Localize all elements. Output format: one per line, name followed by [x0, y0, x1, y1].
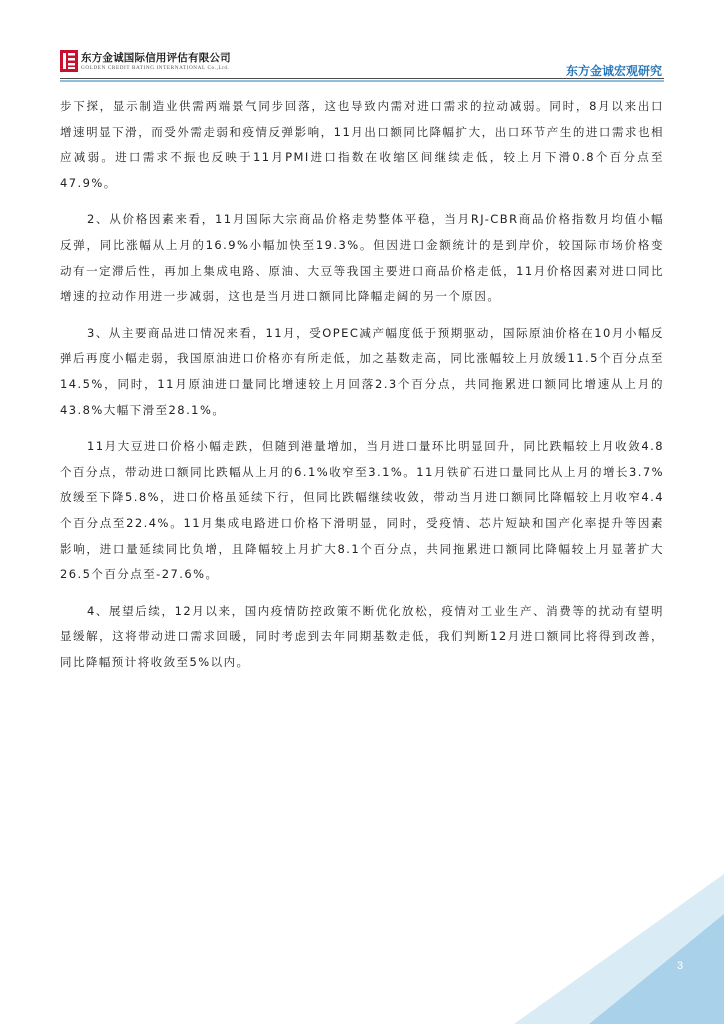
paragraph-continued: 步下探，显示制造业供需两端景气同步回落，这也导致内需对进口需求的拉动减弱。同时，8月以来出口增速明显下滑，而受外需走弱和疫情反弹影响，11月出口额同比降幅扩大，出口环节产生的进口需求也相应减弱。进口需求不振也反映于11月PMI进口指数在收缩区间继续走低，较上月下滑0.8个百分点至47.9%。 [60, 99, 664, 190]
paragraph-soybean-iron-chips: 11月大豆进口价格小幅走跌，但随到港量增加，当月进口量环比明显回升，同比跌幅较上月收敛4.8个百分点，带动进口额同比跌幅从上月的6.1%收窄至3.1%。11月铁矿石进口量同比从上月的增长3.7%放缓至下降5.8%，进口价格虽延续下行，但同比跌幅继续收敛，带动当月进口额同比降幅较上月收窄4.4个百分点至22.4%。11月集成电路进口价格下滑明显，同时，受疫情、芯片短缺和国产化率提升等因素影响，进口量延续同比负增，且降幅较上月扩大8.1个百分点，共同拖累进口额同比降幅较上月显著扩大26.5个百分点至-27.6%。 [60, 439, 664, 582]
paragraph-outlook: 4、展望后续，12月以来，国内疫情防控政策不断优化放松，疫情对工业生产、消费等的扰动有望明显缓解，这将带动进口需求回暖，同时考虑到去年同期基数走低，我们判断12月进口额同比将得到改善，同比降幅预计将收敛至5%以内。 [60, 603, 664, 669]
paragraph-price-factors: 2、从价格因素来看，11月国际大宗商品价格走势整体平稳，当月RJ-CBR商品价格指数月均值小幅反弹，同比涨幅从上月的16.9%小幅加快至19.3%。但因进口金额统计的是到岸价，较国际市场价格变动有一定滞后性，再加上集成电路、原油、大豆等我国主要进口商品价格走低，11月价格因素对进口同比增速的拉动作用进一步减弱，这也是当月进口额同比降幅走阔的另一个原因。 [60, 212, 664, 304]
header-divider [60, 78, 664, 79]
company-logo-icon [60, 50, 78, 72]
report-brand-title: 东方金诚宏观研究 [565, 64, 662, 78]
header-accent-divider [60, 80, 664, 82]
company-name-cn: 东方金诚国际信用评估有限公司 [81, 52, 231, 64]
corner-decoration [494, 874, 724, 1024]
paragraph-commodity-imports: 3、从主要商品进口情况来看，11月，受OPEC减产幅度低于预期驱动，国际原油价格在10月小幅反弹后再度小幅走弱，我国原油进口价格亦有所走低，加之基数走高，同比涨幅较上月放缓11.5个百分点至14.5%，同时，11月原油进口量同比增速较上月回落2.3个百分点，共同拖累进口额同比增速从上月的43.8%大幅下滑至28.1%。 [60, 325, 664, 417]
document-body [60, 94, 664, 686]
page-number: 3 [677, 960, 684, 972]
company-name-en: GOLDEN CREDIT RATING INTERNATIONAL Co.,Ltd. [81, 65, 230, 71]
page-header [0, 0, 724, 80]
